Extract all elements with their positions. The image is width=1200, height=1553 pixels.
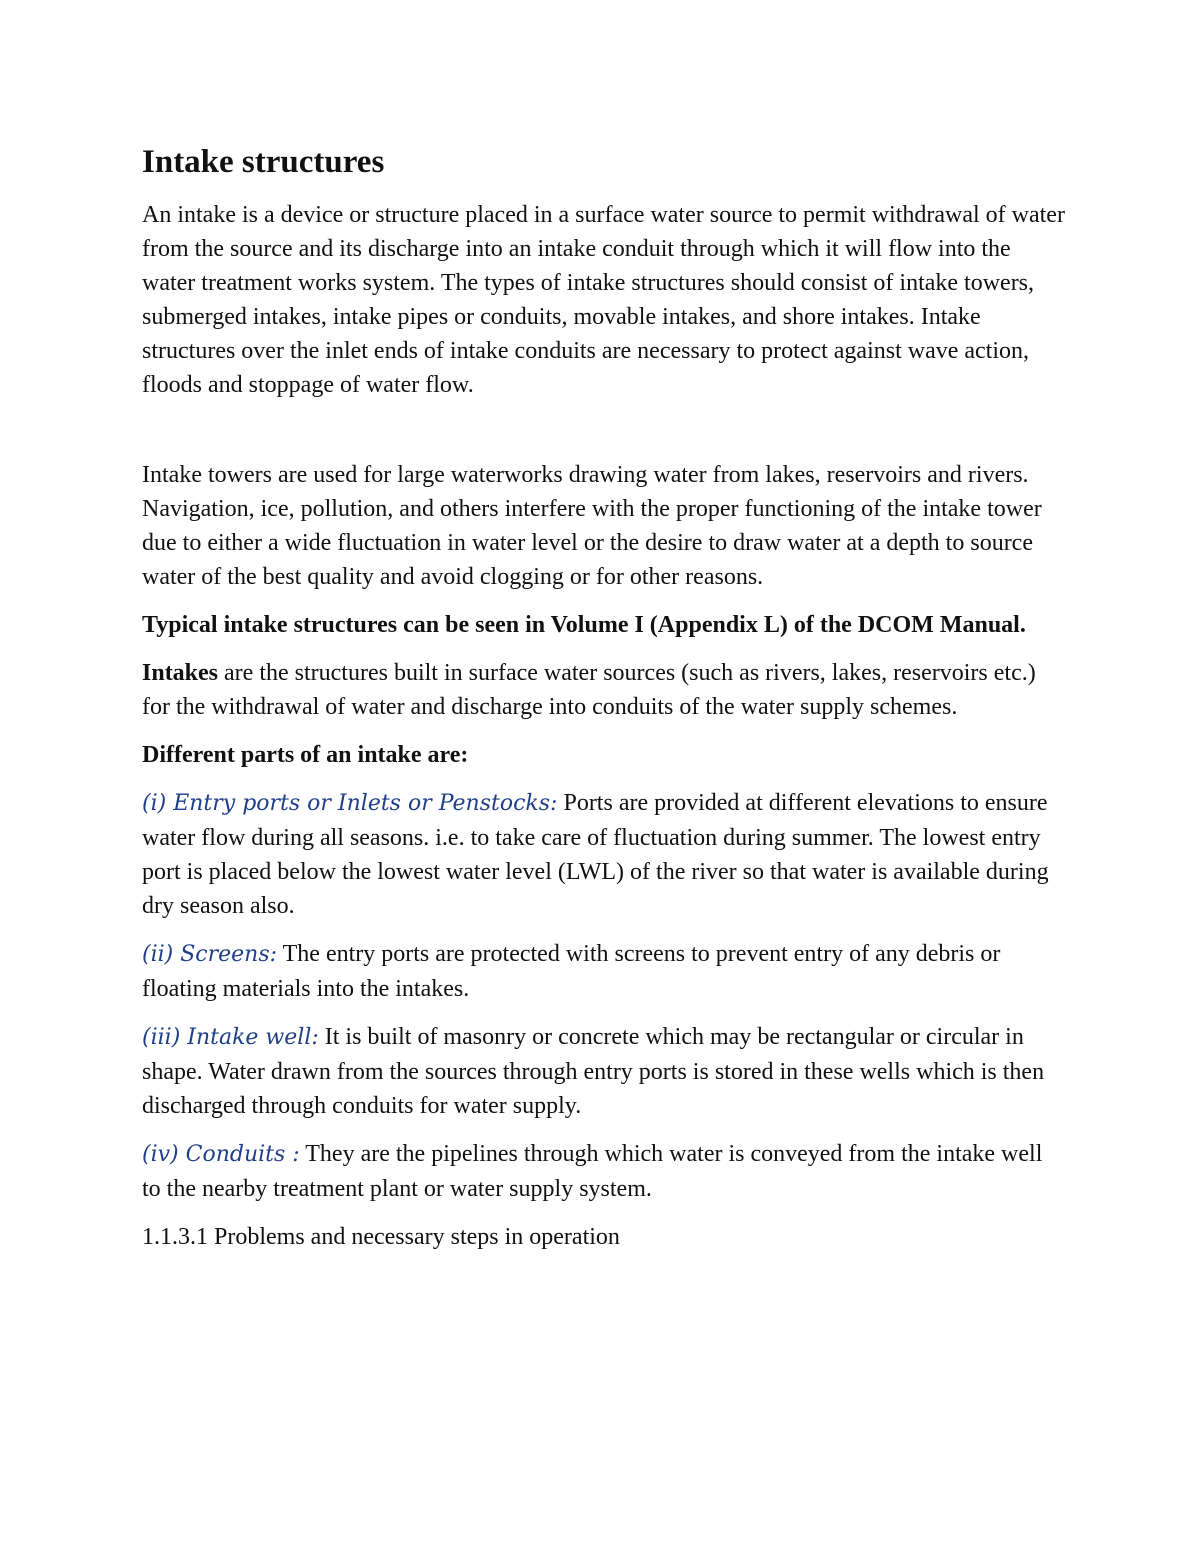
part-label: (iii) Intake well: — [142, 1025, 319, 1050]
typical-structures-note: Typical intake structures can be seen in Volume I (Appendix L) of the DCOM Manual. — [142, 612, 1026, 638]
part-text: It is built of masonry or concrete which may be rectangular or circular in shape. Water drawn from the sources through entry ports is stored in these wells which is then discharged through conduits for water supply. — [142, 1024, 1045, 1119]
part-text: Ports are provided at different elevations to ensure water flow during all seasons. i.e. to take care of fluctuation during summer. The lowest entry port is placed below the lowest water level (LWL) of the river so that water is available during dry season also. — [142, 790, 1049, 919]
section-heading: 1.1.3.1 Problems and necessary steps in operation — [142, 1224, 620, 1250]
part-item-entry-ports — [142, 786, 1067, 923]
part-item-intake-well — [142, 1020, 1067, 1123]
page-title: Intake structures — [142, 144, 385, 180]
intakes-definition-text: are the structures built in surface water sources (such as rivers, lakes, reservoirs etc.) for the withdrawal of water and discharge into conduits of the water supply schemes. — [142, 660, 1036, 720]
parts-heading: Different parts of an intake are: — [142, 742, 469, 768]
part-item-screens — [142, 937, 1067, 1006]
intake-towers-paragraph: Intake towers are used for large waterworks drawing water from lakes, reservoirs and rivers. Navigation, ice, pollution, and others interfere with the proper functioning of the intake tower due to either a wide fluctuation in water level or the desire to draw water at a depth to source water of the best quality and avoid clogging or for other reasons. — [142, 462, 1042, 590]
document-page — [142, 140, 1067, 1268]
intro-paragraph: An intake is a device or structure placed in a surface water source to permit withdrawal of water from the source and its discharge into an intake conduit through which it will flow into the water treatment works system. The types of intake structures should consist of intake towers, submerged intakes, intake pipes or conduits, movable intakes, and shore intakes. Intake structures over the inlet ends of intake conduits are necessary to protect against wave action, floods and stoppage of water flow. — [142, 202, 1065, 398]
part-label: (iv) Conduits : — [142, 1142, 300, 1167]
part-label: (i) Entry ports or Inlets or Penstocks: — [142, 791, 558, 816]
part-text: They are the pipelines through which water is conveyed from the intake well to the nearby treatment plant or water supply system. — [142, 1141, 1043, 1202]
part-text: The entry ports are protected with screens to prevent entry of any debris or floating materials into the intakes. — [142, 941, 1001, 1002]
intakes-definition-paragraph — [142, 656, 1067, 724]
part-label: (ii) Screens: — [142, 942, 278, 967]
part-item-conduits — [142, 1137, 1067, 1206]
intakes-term: Intakes — [142, 660, 219, 686]
